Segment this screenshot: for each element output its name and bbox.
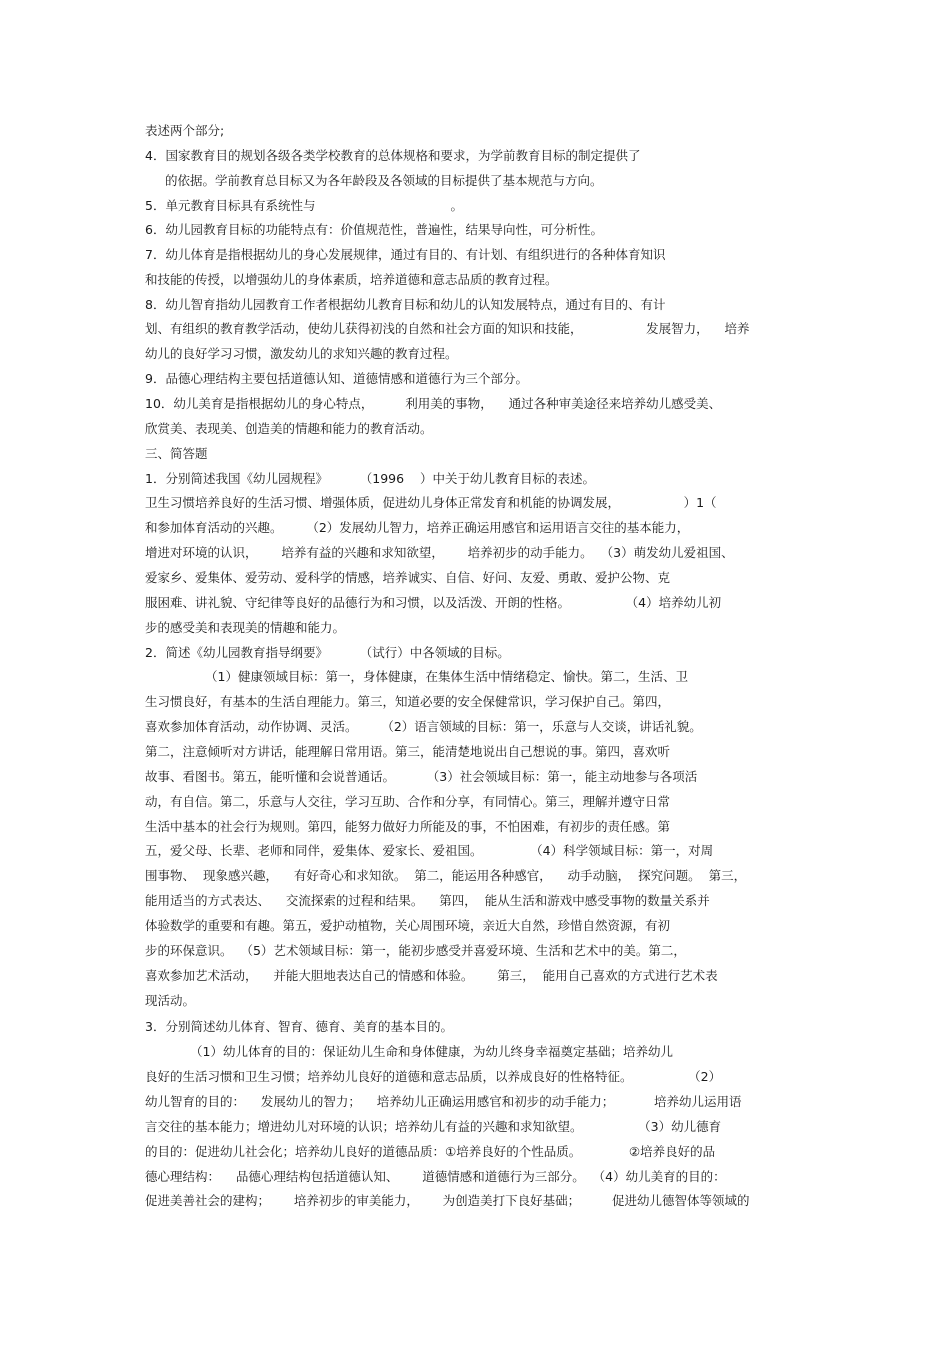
text-line: 喜欢参加体育活动，动作协调、灵活。 （2）语言领域的目标：第一，乐意与人交谈，讲话礼貌。 — [145, 719, 702, 734]
text-line: 8．幼儿智育指幼儿园教育工作者根据幼儿教育目标和幼儿的认知发展特点，通过有目的、有计 — [145, 297, 666, 312]
text-line: （1）健康领域目标：第一，身体健康，在集体生活中情绪稳定、愉快。第二，生活、卫 — [205, 669, 688, 684]
text-line: 增进对环境的认识， 培养有益的兴趣和求知欲望， 培养初步的动手能力。 （3）萌发幼儿爱祖国、 — [145, 545, 734, 560]
text-line: 生活中基本的社会行为规则。第四，能努力做好力所能及的事，不怕困难，有初步的责任感。第 — [145, 819, 671, 834]
text-line: 现活动。 — [145, 993, 196, 1008]
text-line: 欣赏美、表现美、创造美的情趣和能力的教育活动。 — [145, 421, 433, 436]
text-line: 的依据。学前教育总目标又为各年龄段及各领域的目标提供了基本规范与方向。 — [165, 173, 603, 188]
text-line: 服困难、讲礼貌、守纪律等良好的品德行为和习惯，以及活泼、开朗的性格。 （4）培养幼儿初 — [145, 595, 722, 610]
text-line: 5．单元教育目标具有系统性与 。 — [145, 198, 464, 213]
text-line: 划、有组织的教育教学活动，使幼儿获得初浅的自然和社会方面的知识和技能， 发展智力， 培养 — [145, 321, 750, 336]
text-line: 幼儿智育的目的： 发展幼儿的智力； 培养幼儿正确运用感官和初步的动手能力； 培养幼儿运用语 — [145, 1094, 742, 1109]
text-line: 和技能的传授，以增强幼儿的身体素质，培养道德和意志品质的教育过程。 — [145, 272, 558, 287]
text-line: 故事、看图书。第五，能听懂和会说普通话。 （3）社会领域目标：第一，能主动地参与各项活 — [145, 769, 698, 784]
text-line: 3．分别简述幼儿体育、智育、德育、美育的基本目的。 — [145, 1019, 453, 1034]
text-line: 4．国家教育目的规划各级各类学校教育的总体规格和要求，为学前教育目标的制定提供了 — [145, 148, 641, 163]
text-line: 第二，注意倾听对方讲话，能理解日常用语。第三，能清楚地说出自己想说的事。第四，喜欢听 — [145, 744, 671, 759]
text-line: 爱家乡、爱集体、爱劳动、爱科学的情感，培养诚实、自信、好问、友爱、勇敢、爱护公物、克 — [145, 570, 671, 585]
text-line: 7．幼儿体育是指根据幼儿的身心发展规律，通过有目的、有计划、有组织进行的各种体育知识 — [145, 247, 666, 262]
text-line: 9．品德心理结构主要包括道德认知、道德情感和道德行为三个部分。 — [145, 371, 528, 386]
text-line: 10．幼儿美育是指根据幼儿的身心特点， 利用美的事物， 通过各种审美途径来培养幼儿感受美、 — [145, 396, 722, 411]
text-line: 促进美善社会的建构； 培养初步的审美能力， 为创造美打下良好基础； 促进幼儿德智体等领域的 — [145, 1193, 750, 1208]
text-line: 良好的生活习惯和卫生习惯；培养幼儿良好的道德和意志品质，以养成良好的性格特征。 （2） — [145, 1069, 722, 1084]
text-line: 能用适当的方式表达、 交流探索的过程和结果。 第四， 能从生活和游戏中感受事物的数量关系并 — [145, 893, 710, 908]
text-line: 五，爱父母、长辈、老师和同伴，爱集体、爱家长、爱祖国。 （4）科学领域目标：第一，对周 — [145, 843, 714, 858]
text-line: 和参加体育活动的兴趣。 （2）发展幼儿智力，培养正确运用感官和运用语言交往的基本能力， — [145, 520, 690, 535]
text-line: 动，有自信。第二，乐意与人交往，学习互助、合作和分享，有同情心。第三，理解并遵守日常 — [145, 794, 671, 809]
text-line: 步的感受美和表现美的情趣和能力。 — [145, 620, 346, 635]
text-line: 的目的：促进幼儿社会化；培养幼儿良好的道德品质：①培养良好的个性品质。 ②培养良好的品 — [145, 1144, 716, 1159]
text-line: 步的环保意识。 （5）艺术领域目标：第一，能初步感受并喜爱环境、生活和艺术中的美。第二， — [145, 943, 686, 958]
text-line: 表述两个部分; — [145, 123, 225, 138]
section-heading: 三、简答题 — [145, 446, 208, 461]
text-line: 喜欢参加艺术活动， 并能大胆地表达自己的情感和体验。 第三， 能用自己喜欢的方式进行艺术表 — [145, 968, 718, 983]
text-line: 德心理结构： 品德心理结构包括道德认知、 道德情感和道德行为三部分。 （4）幼儿美育的目的： — [145, 1169, 726, 1184]
text-line: 言交往的基本能力；增进幼儿对环境的认识；培养幼儿有益的兴趣和求知欲望。 （3）幼儿德育 — [145, 1119, 722, 1134]
text-line: 1．分别简述我国《幼儿园规程》 （1996 ）中关于幼儿教育目标的表述。 — [145, 471, 595, 486]
text-line: 2．简述《幼儿园教育指导纲要》 （试行）中各领域的目标。 — [145, 645, 510, 660]
text-line: 生习惯良好，有基本的生活自理能力。第三，知道必要的安全保健常识，学习保护自己。第四， — [145, 694, 671, 709]
text-line: 体验数学的重要和有趣。第五，爱护动植物，关心周围环境，亲近大自然，珍惜自然资源，有初 — [145, 918, 671, 933]
text-line: 幼儿的良好学习习惯，激发幼儿的求知兴趣的教育过程。 — [145, 346, 458, 361]
text-line: （1）幼儿体育的目的：保证幼儿生命和身体健康，为幼儿终身幸福奠定基础；培养幼儿 — [190, 1044, 673, 1059]
text-line: 6．幼儿园教育目标的功能特点有：价值规范性，普遍性，结果导向性，可分析性。 — [145, 222, 603, 237]
text-line: 卫生习惯培养良好的生活习惯、增强体质，促进幼儿身体正常发育和机能的协调发展， ）1（ — [145, 495, 717, 510]
text-line: 围事物、 现象感兴趣， 有好奇心和求知欲。 第二，能运用各种感官， 动手动脑， 探究问题。 第三， — [145, 868, 747, 883]
